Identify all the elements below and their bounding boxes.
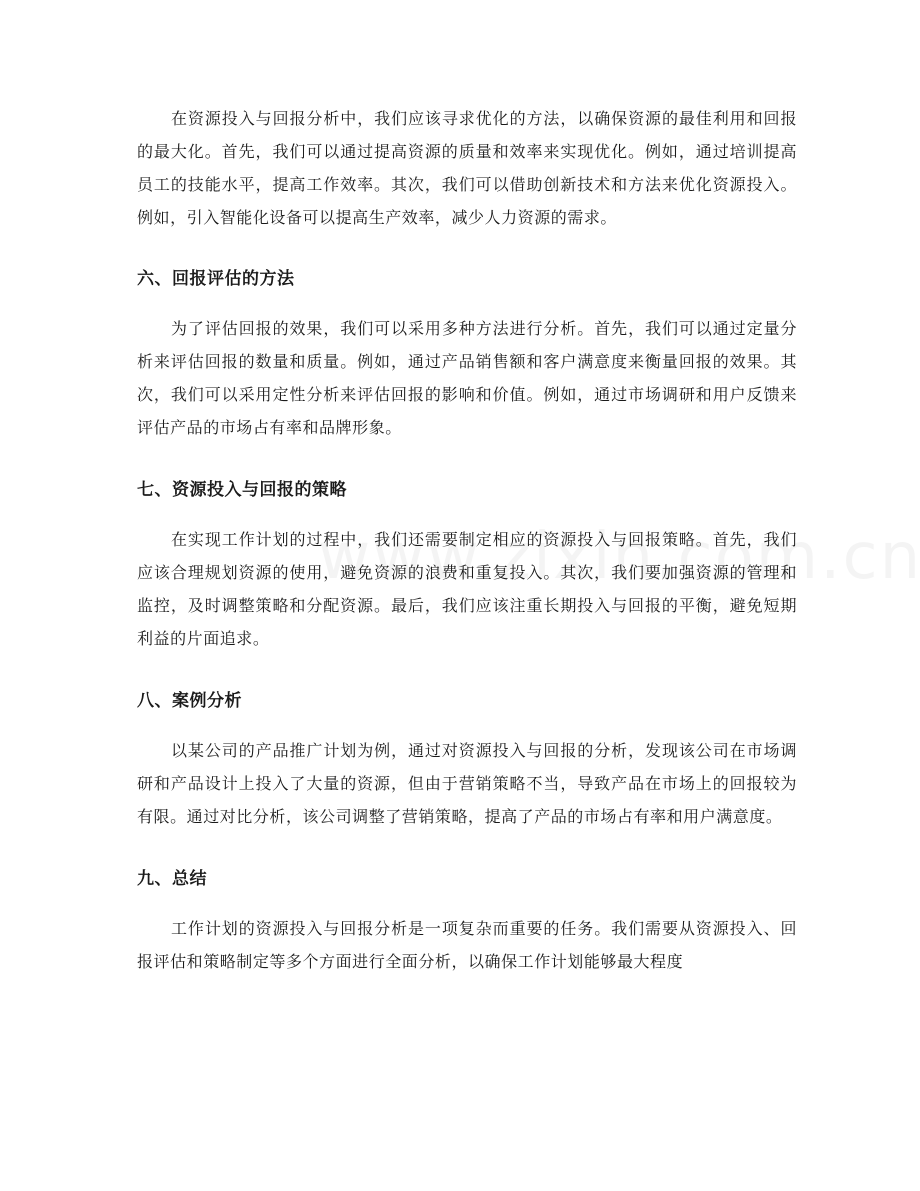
section-paragraph-7: 在实现工作计划的过程中，我们还需要制定相应的资源投入与回报策略。首先，我们应该合理规划资源的使用，避免资源的浪费和重复投入。其次，我们要加强资源的管理和监控，及时调整策略和分配资源。最后，我们应该注重长期投入与回报的平衡，避免短期利益的片面追求。 (137, 530, 797, 648)
document-body (137, 102, 797, 978)
intro-paragraph: 在资源投入与回报分析中，我们应该寻求优化的方法，以确保资源的最佳利用和回报的最大化。首先，我们可以通过提高资源的质量和效率来实现优化。例如，通过培训提高员工的技能水平，提高工作效率。其次，我们可以借助创新技术和方法来优化资源投入。例如，引入智能化设备可以提高生产效率，减少人力资源的需求。 (137, 109, 797, 227)
section-heading-6: 六、回报评估的方法 (137, 269, 295, 289)
section-paragraph-9: 工作计划的资源投入与回报分析是一项复杂而重要的任务。我们需要从资源投入、回报评估和策略制定等多个方面进行全面分析，以确保工作计划能够最大程度 (137, 919, 797, 971)
section-paragraph-8: 以某公司的产品推广计划为例，通过对资源投入与回报的分析，发现该公司在市场调研和产品设计上投入了大量的资源，但由于营销策略不当，导致产品在市场上的回报较为有限。通过对比分析，该公司调整了营销策略，提高了产品的市场占有率和用户满意度。 (137, 741, 797, 826)
section-paragraph-6: 为了评估回报的效果，我们可以采用多种方法进行分析。首先，我们可以通过定量分析来评估回报的数量和质量。例如，通过产品销售额和客户满意度来衡量回报的效果。其次，我们可以采用定性分析来评估回报的影响和价值。例如，通过市场调研和用户反馈来评估产品的市场占有率和品牌形象。 (137, 319, 797, 437)
section-heading-9: 九、总结 (137, 869, 207, 889)
section-heading-8: 八、案例分析 (137, 691, 242, 711)
section-heading-7: 七、资源投入与回报的策略 (137, 480, 347, 500)
